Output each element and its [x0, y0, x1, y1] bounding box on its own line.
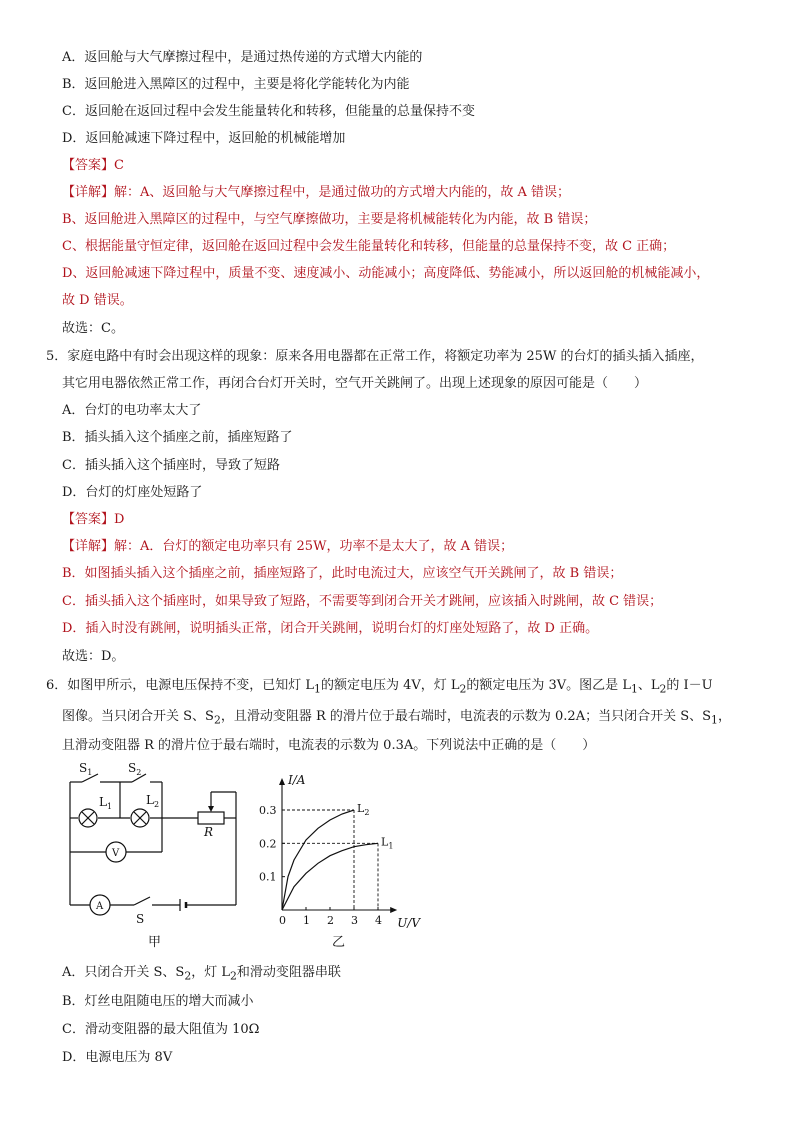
ammeter-label: A: [96, 901, 104, 912]
y-axis-label: I/A: [288, 773, 306, 787]
x-axis-label: U/V: [397, 916, 421, 930]
q5-option-b: B．插头插入这个插座之前，插座短路了: [62, 430, 293, 445]
x-tick-label: 0: [279, 914, 286, 927]
q4-option-a: A．返回舱与大气摩擦过程中，是通过热传递的方式增大内能的: [62, 50, 423, 65]
y-tick-label: 0.2: [259, 837, 277, 851]
iu-graph: [255, 770, 435, 950]
x-axis-arrow: [390, 907, 397, 913]
voltmeter-label: V: [112, 848, 120, 859]
label-l2: $L_2$: [357, 802, 370, 817]
x-tick-label: 3: [351, 914, 358, 927]
x-tick-label: 2: [327, 914, 334, 927]
q5-choose: 故选：D。: [62, 649, 125, 664]
q5-option-d: D．台灯的灯座处短路了: [62, 485, 203, 500]
q6-option-c: C．滑动变阻器的最大阻值为 10Ω: [62, 1022, 260, 1037]
q5-detail-line1: 【详解】解：A．台灯的额定电功率只有 25W，功率不是太大了，故 A 错误；: [62, 539, 514, 554]
x-tick-label: 4: [375, 914, 382, 927]
q4-detail-line3: C、根据能量守恒定律，返回舱在返回过程中会发生能量转化和转移，但能量的总量保持不变，故 C 正确；: [62, 239, 676, 254]
circuit-label-s: S: [136, 912, 145, 926]
circuit-label-l2: $L_2$: [146, 793, 160, 809]
q4-answer: 【答案】C: [62, 158, 124, 173]
q4-detail-line2: B、返回舱进入黑障区的过程中，与空气摩擦做功，主要是将机械能转化为内能，故 B 错误；: [62, 212, 597, 227]
q6-stem-line2: 图像。当只闭合开关 S、$S_2$，且滑动变阻器 R 的滑片位于最右端时，电流表的示数为 0.2A；当只闭合开关 S、$S_1$，: [62, 709, 731, 727]
x-tick-label: 1: [303, 914, 310, 927]
circuit-diagram: [60, 760, 250, 950]
y-tick-label: 0.1: [259, 870, 277, 884]
q5-detail-line4: D．插入时没有跳闸，说明插头正常，闭合开关跳闸，说明台灯的灯座处短路了，故 D 正确。: [62, 621, 599, 636]
circuit-caption: 甲: [148, 935, 162, 950]
y-axis-arrow: [279, 778, 285, 785]
q6-stem-line3: 且滑动变阻器 R 的滑片位于最右端时，电流表的示数为 0.3A。下列说法中正确的是（ ）: [62, 738, 596, 753]
circuit-label-s2: $S_2$: [128, 761, 142, 777]
q5-option-c: C．插头插入这个插座时，导致了短路: [62, 458, 280, 473]
q5-detail-line2: B．如图插头插入这个插座之前，插座短路了，此时电流过大，应该空气开关跳闸了，故 B 错误；: [62, 566, 623, 581]
q4-option-b: B．返回舱进入黑障区的过程中，主要是将化学能转化为内能: [62, 77, 410, 92]
curve-l1: [282, 843, 378, 910]
q5-stem-line2: 其它用电器依然正常工作，再闭合台灯开关时，空气开关跳闸了。出现上述现象的原因可能是（ ）: [62, 376, 648, 391]
label-l1: $L_1$: [381, 835, 394, 851]
q4-detail-line4: D、返回舱减速下降过程中，质量不变、速度减小、动能减小；高度降低、势能减小，所以返回舱的机械能减小，: [62, 266, 710, 281]
q5-detail-line3: C．插头插入这个插座时，如果导致了短路，不需要等到闭合开关才跳闸，应该插入时跳闸，故 C 错误；: [62, 594, 663, 609]
q4-choose: 故选：C。: [62, 321, 124, 336]
q6-option-a: A．只闭合开关 S、$S_2$，灯 $L_2$和滑动变阻器串联: [62, 965, 341, 983]
q6-option-b: B．灯丝电阻随电压的增大而减小: [62, 994, 254, 1009]
q4-detail-line5: 故 D 错误。: [62, 293, 133, 308]
q5-stem-line1: 5．家庭电路中有时会出现这样的现象：原来各用电器都在正常工作，将额定功率为 25W 的台灯的插头插入插座，: [46, 349, 704, 364]
y-tick-label: 0.3: [259, 804, 277, 817]
circuit-label-s1: $S_1$: [79, 761, 93, 777]
q5-answer: 【答案】D: [62, 512, 125, 527]
circuit-label-l1: $L_1$: [99, 795, 113, 811]
q4-detail-line1: 【详解】解：A、返回舱与大气摩擦过程中，是通过做功的方式增大内能的，故 A 错误；: [62, 185, 571, 200]
q5-option-a: A．台灯的电功率太大了: [62, 403, 202, 418]
q4-option-d: D．返回舱减速下降过程中，返回舱的机械能增加: [62, 131, 346, 146]
circuit-label-r: R: [204, 825, 214, 839]
q6-stem-line1: 6．如图甲所示，电源电压保持不变，已知灯 $L_1$的额定电压为 4V，灯 $L_2$的额定电压为 3V。图乙是 $L_1$、$L_2$的 I－U: [46, 678, 713, 696]
q4-option-c: C．返回舱在返回过程中会发生能量转化和转移，但能量的总量保持不变: [62, 104, 475, 119]
graph-caption: 乙: [332, 935, 346, 950]
q6-option-d: D．电源电压为 8V: [62, 1050, 173, 1065]
curve-l2: [282, 810, 354, 910]
